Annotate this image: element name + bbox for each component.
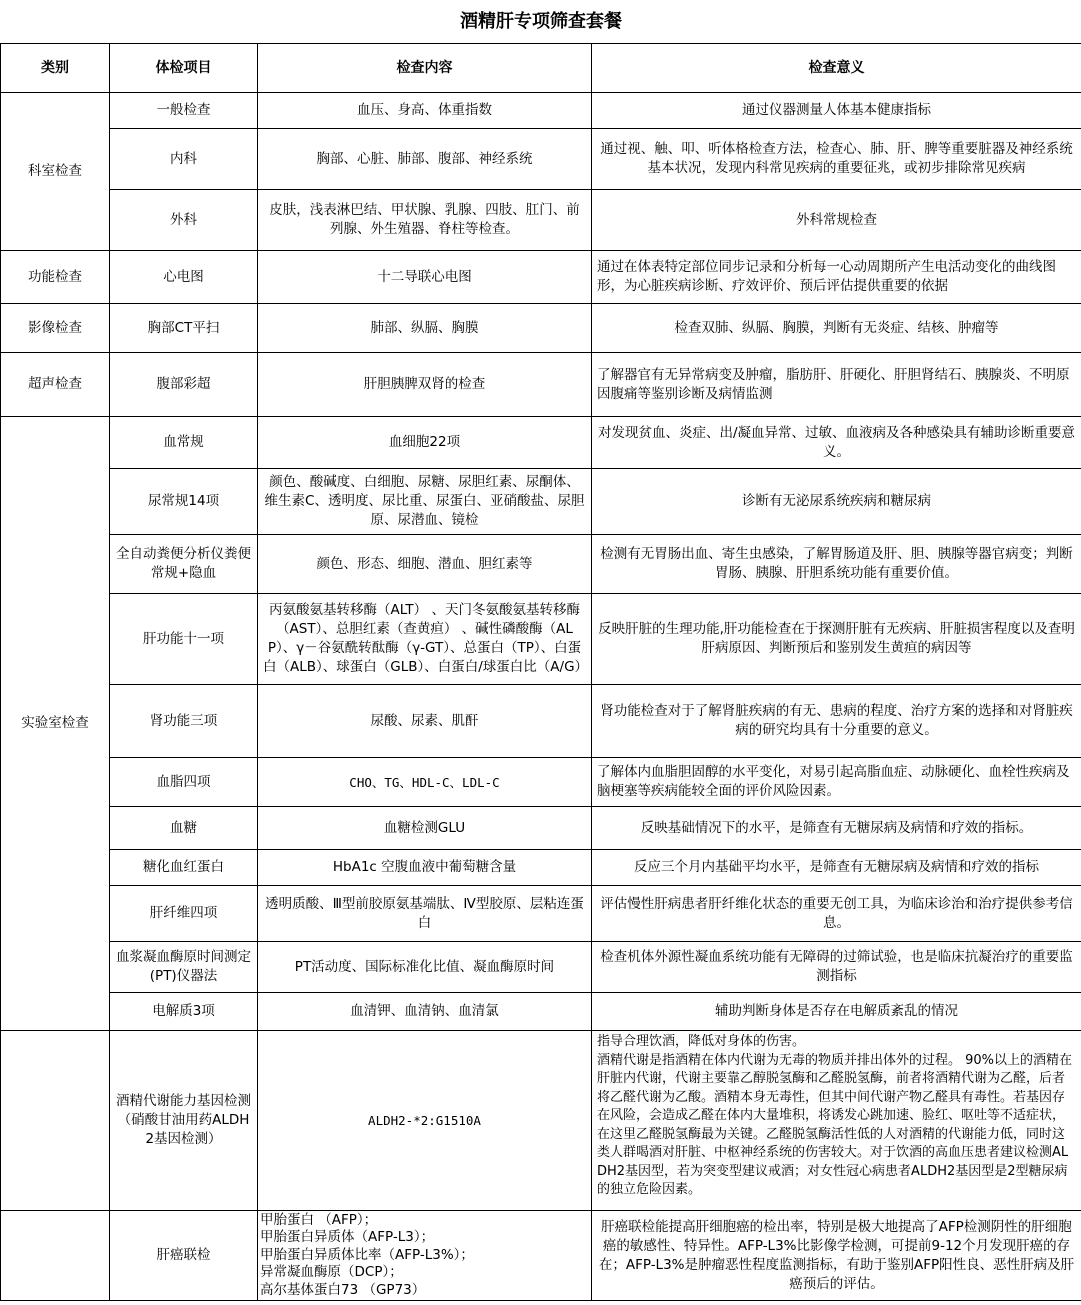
content-cell: 皮肤，浅表淋巴结、甲状腺、乳腺、四肢、肛门、前列腺、外生殖器、脊柱等检查。 xyxy=(258,190,592,251)
content-cell: 颜色、酸碱度、白细胞、尿糖、尿胆红素、尿酮体、维生素C、透明度、尿比重、尿蛋白、亚硝酸盐、尿胆原、尿潜血、镜检 xyxy=(258,469,592,535)
table-row xyxy=(1,1031,1081,1211)
header-item: 体检项目 xyxy=(110,44,258,93)
content-cell: 血压、身高、体重指数 xyxy=(258,93,592,129)
table-row xyxy=(1,304,1081,353)
item-cell: 肾功能三项 xyxy=(110,685,258,758)
content-cell: 血细胞22项 xyxy=(258,417,592,469)
table-row xyxy=(1,886,1081,942)
content-cell: 血糖检测GLU xyxy=(258,807,592,850)
header-meaning: 检查意义 xyxy=(592,44,1081,93)
meaning-cell: 检查机体外源性凝血系统功能有无障碍的过筛试验，也是临床抗凝治疗的重要监测指标 xyxy=(592,942,1081,993)
item-cell: 外科 xyxy=(110,190,258,251)
table-row xyxy=(1,685,1081,758)
meaning-cell: 反映肝脏的生理功能,肝功能检查在于探测肝脏有无疾病、肝脏损害程度以及查明肝病原因、判断预后和鉴别发生黄疸的病因等 xyxy=(592,594,1081,685)
meaning-cell: 通过在体表特定部位同步记录和分析每一心动周期所产生电活动变化的曲线图形，为心脏疾病诊断、疗效评价、预后评估提供重要的依据 xyxy=(592,251,1081,304)
item-cell: 一般检查 xyxy=(110,93,258,129)
item-cell: 肝纤维四项 xyxy=(110,886,258,942)
title-row xyxy=(1,0,1081,44)
table-row xyxy=(1,807,1081,850)
meaning-cell: 检测有无胃肠出血、寄生虫感染，了解胃肠道及肝、胆、胰腺等器官病变；判断胃肠、胰腺、肝胆系统功能有重要价值。 xyxy=(592,535,1081,594)
table-row xyxy=(1,993,1081,1031)
table-row xyxy=(1,1211,1081,1301)
item-cell: 胸部CT平扫 xyxy=(110,304,258,353)
meaning-cell: 对发现贫血、炎症、出/凝血异常、过敏、血液病及各种感染具有辅助诊断重要意义。 xyxy=(592,417,1081,469)
content-cell: ALDH2-*2:G1510A xyxy=(258,1031,592,1211)
table-row xyxy=(1,190,1081,251)
table-row xyxy=(1,129,1081,190)
table-row xyxy=(1,850,1081,886)
meaning-cell: 诊断有无泌尿系统疾病和糖尿病 xyxy=(592,469,1081,535)
category-cell: 功能检查 xyxy=(1,251,110,304)
page-title: 酒精肝专项筛查套餐 xyxy=(1,0,1081,44)
content-cell: 血清钾、血清钠、血清氯 xyxy=(258,993,592,1031)
content-cell: CHO、TG、HDL-C、LDL-C xyxy=(258,758,592,807)
meaning-cell: 反映基础情况下的水平，是筛查有无糖尿病及病情和疗效的指标。 xyxy=(592,807,1081,850)
meaning-cell: 通过仪器测量人体基本健康指标 xyxy=(592,93,1081,129)
meaning-cell: 辅助判断身体是否存在电解质紊乱的情况 xyxy=(592,993,1081,1031)
content-cell: 尿酸、尿素、肌酐 xyxy=(258,685,592,758)
content-cell: 肝胆胰脾双肾的检查 xyxy=(258,353,592,417)
content-cell: 透明质酸、Ⅲ型前胶原氨基端肽、Ⅳ型胶原、层粘连蛋白 xyxy=(258,886,592,942)
meaning-cell: 检查双肺、纵膈、胸膜，判断有无炎症、结核、肿瘤等 xyxy=(592,304,1081,353)
content-cell: 十二导联心电图 xyxy=(258,251,592,304)
meaning-cell: 了解体内血脂胆固醇的水平变化，对易引起高脂血症、动脉硬化、血栓性疾病及脑梗塞等疾病能较全面的评价风险因素。 xyxy=(592,758,1081,807)
table-row xyxy=(1,251,1081,304)
item-cell: 血糖 xyxy=(110,807,258,850)
table-row xyxy=(1,353,1081,417)
content-cell: 甲胎蛋白 （AFP）； 甲胎蛋白异质体（AFP-L3）； 甲胎蛋白异质体比率（AFP-L3%）； 异常凝血酶原（DCP）； 高尔基体蛋白73 （GP73） xyxy=(258,1211,592,1301)
table-row xyxy=(1,942,1081,993)
content-cell: HbA1c 空腹血液中葡萄糖含量 xyxy=(258,850,592,886)
category-cell: 超声检查 xyxy=(1,353,110,417)
table-row xyxy=(1,594,1081,685)
item-cell: 内科 xyxy=(110,129,258,190)
category-cell: 实验室检查 xyxy=(1,417,110,1031)
item-cell: 肝功能十一项 xyxy=(110,594,258,685)
category-cell: 科室检查 xyxy=(1,93,110,251)
table-row xyxy=(1,417,1081,469)
content-cell: 颜色、形态、细胞、潜血、胆红素等 xyxy=(258,535,592,594)
header-category: 类别 xyxy=(1,44,110,93)
table-row xyxy=(1,535,1081,594)
meaning-cell: 指导合理饮酒，降低对身体的伤害。 酒精代谢是指酒精在体内代谢为无毒的物质并排出体外的过程。 90%以上的酒精在肝脏内代谢，代谢主要靠乙醇脱氢酶和乙醛脱氢酶，前者将酒精代谢为乙醛，后者将乙醛代谢为乙酸。酒精本身无毒性，但其中间代谢产物乙醛具有毒性。若基因存在风险，会造成乙醛在体内大量堆积，将诱发心跳加速、脸红、呕吐等不适症状，在这里乙醛脱氢酶最为关键。乙醛脱氢酶活性低的人对酒精的代谢能力低，同时这类人群喝酒对肝脏、中枢神经系统的伤害较大。对于饮酒的高血压患者建议检测ALDH2基因型，若为突变型建议戒酒；对女性冠心病患者ALDH2基因型是2型糖尿病的独立危险因素。 xyxy=(592,1031,1081,1211)
meaning-cell: 肾功能检查对于了解肾脏疾病的有无、患病的程度、治疗方案的选择和对肾脏疾病的研究均具有十分重要的意义。 xyxy=(592,685,1081,758)
header-content: 检查内容 xyxy=(258,44,592,93)
category-cell-empty xyxy=(1,1031,110,1211)
item-cell: 血脂四项 xyxy=(110,758,258,807)
category-cell: 影像检查 xyxy=(1,304,110,353)
meaning-cell: 通过视、触、叩、听体格检查方法，检查心、肺、肝、脾等重要脏器及神经系统基本状况，发现内科常见疾病的重要征兆，或初步排除常见疾病 xyxy=(592,129,1081,190)
item-cell: 尿常规14项 xyxy=(110,469,258,535)
meaning-cell: 反应三个月内基础平均水平，是筛查有无糖尿病及病情和疗效的指标 xyxy=(592,850,1081,886)
meaning-cell: 肝癌联检能提高肝细胞癌的检出率，特别是极大地提高了AFP检测阴性的肝细胞癌的敏感性、特异性。AFP-L3%比影像学检测，可提前9-12个月发现肝癌的存在；AFP-L3%是肿瘤恶性程度监测指标，有助于鉴别AFP阳性良、恶性肝病及肝癌预后的评估。 xyxy=(592,1211,1081,1301)
header-row xyxy=(1,44,1081,93)
meaning-cell: 评估慢性肝病患者肝纤维化状态的重要无创工具，为临床诊治和治疗提供参考信息。 xyxy=(592,886,1081,942)
item-cell: 血浆凝血酶原时间测定(PT)仪器法 xyxy=(110,942,258,993)
content-cell: 胸部、心脏、肺部、腹部、神经系统 xyxy=(258,129,592,190)
item-cell: 酒精代谢能力基因检测（硝酸甘油用药ALDH2基因检测） xyxy=(110,1031,258,1211)
content-cell: 丙氨酸氨基转移酶（ALT） 、天门冬氨酸氨基转移酶（AST）、总胆红素（查黄疸） 、碱性磷酸酶（ALP）、γ－谷氨酰转酞酶（γ-GT）、总蛋白（TP）、白蛋白（ALB）、球蛋白（GLB）、白蛋白/球蛋白比（A/G） xyxy=(258,594,592,685)
content-cell: PT活动度、国际标准化比值、凝血酶原时间 xyxy=(258,942,592,993)
category-cell-empty xyxy=(1,1211,110,1301)
table-row xyxy=(1,758,1081,807)
item-cell: 腹部彩超 xyxy=(110,353,258,417)
table-row xyxy=(1,93,1081,129)
item-cell: 肝癌联检 xyxy=(110,1211,258,1301)
meaning-cell: 了解器官有无异常病变及肿瘤，脂肪肝、肝硬化、肝胆肾结石、胰腺炎、不明原因腹痛等鉴别诊断及病情监测 xyxy=(592,353,1081,417)
item-cell: 血常规 xyxy=(110,417,258,469)
item-cell: 心电图 xyxy=(110,251,258,304)
item-cell: 糖化血红蛋白 xyxy=(110,850,258,886)
item-cell: 全自动粪便分析仪粪便常规+隐血 xyxy=(110,535,258,594)
item-cell: 电解质3项 xyxy=(110,993,258,1031)
meaning-cell: 外科常规检查 xyxy=(592,190,1081,251)
content-cell: 肺部、纵膈、胸膜 xyxy=(258,304,592,353)
table-row xyxy=(1,469,1081,535)
